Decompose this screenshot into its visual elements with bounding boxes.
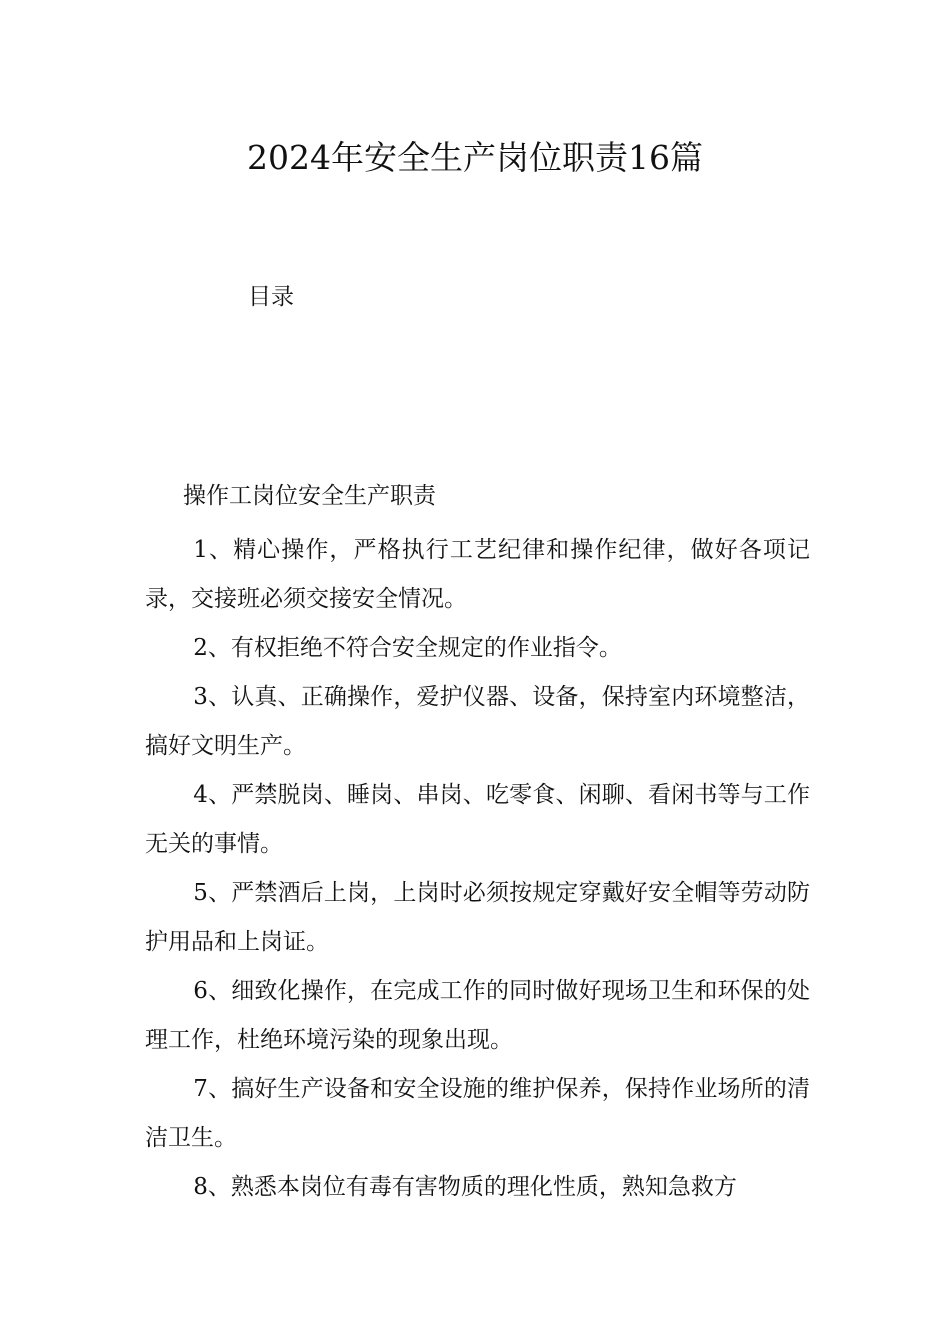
section-heading: 操作工岗位安全生产职责 — [183, 483, 436, 509]
paragraph-7: 7、搞好生产设备和安全设施的维护保养，保持作业场所的清洁卫生。 — [145, 1076, 810, 1151]
document-title: 2024年安全生产岗位职责16篇 — [247, 138, 703, 177]
paragraph-8: 8、熟悉本岗位有毒有害物质的理化性质，熟知急救方 — [193, 1174, 737, 1200]
paragraph-2: 2、有权拒绝不符合安全规定的作业指令。 — [193, 635, 622, 661]
paragraph-1: 1、精心操作，严格执行工艺纪律和操作纪律，做好各项记录，交接班必须交接安全情况。 — [145, 537, 810, 612]
toc-label: 目录 — [248, 284, 294, 310]
paragraph-3: 3、认真、正确操作，爱护仪器、设备，保持室内环境整洁，搞好文明生产。 — [145, 684, 810, 759]
paragraph-6: 6、细致化操作，在完成工作的同时做好现场卫生和环保的处理工作，杜绝环境污染的现象出现。 — [145, 978, 810, 1053]
paragraph-4: 4、严禁脱岗、睡岗、串岗、吃零食、闲聊、看闲书等与工作无关的事情。 — [145, 782, 810, 857]
body-text — [145, 526, 810, 1212]
paragraph-5: 5、严禁酒后上岗，上岗时必须按规定穿戴好安全帽等劳动防护用品和上岗证。 — [145, 880, 810, 955]
